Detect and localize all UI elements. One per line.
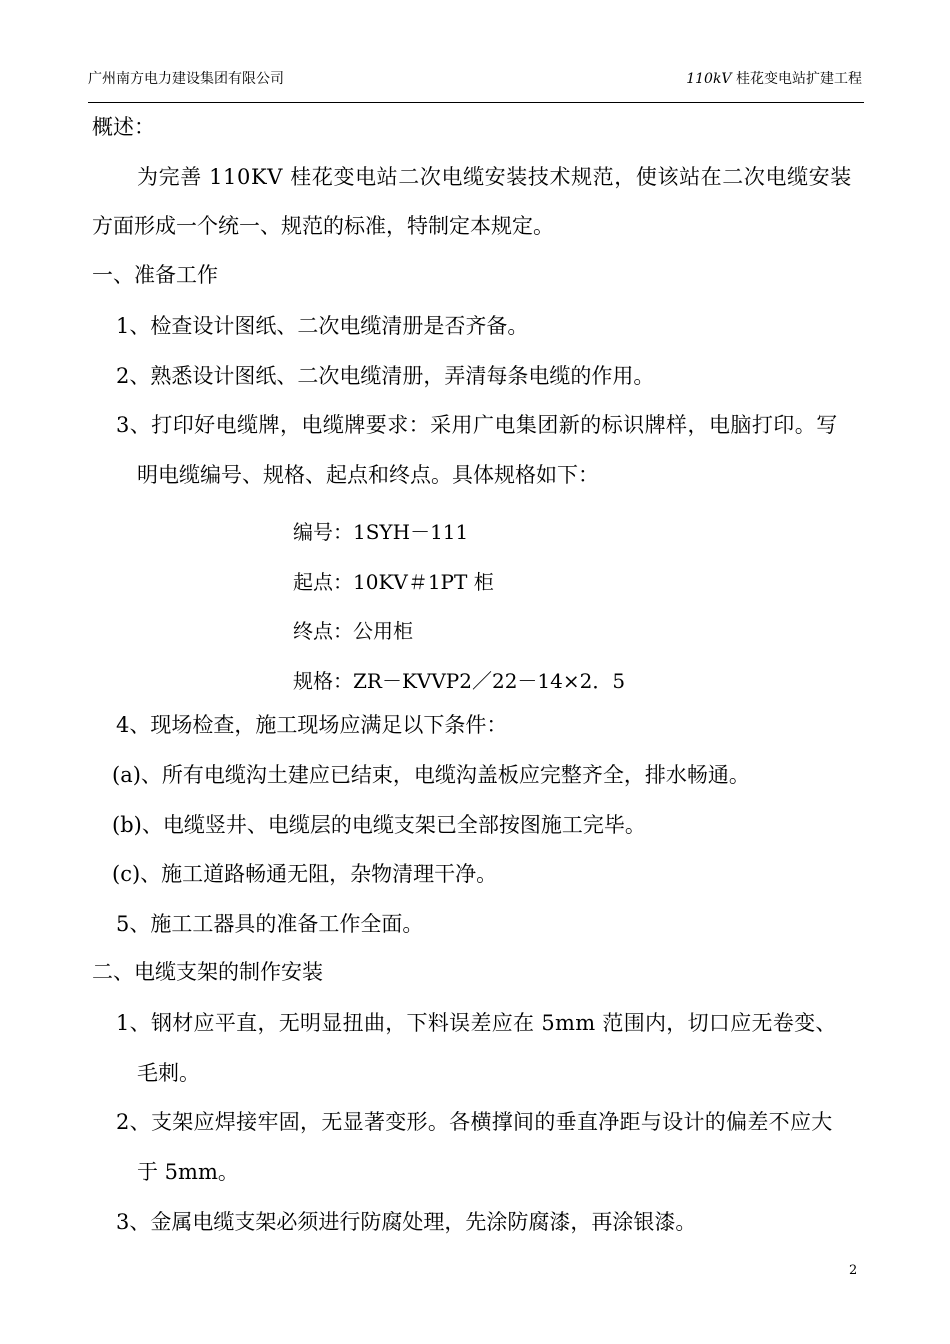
header-rule [88,102,864,103]
section-1-title: 一、准备工作 [92,263,218,287]
s2-item-2-line-1: 2、支架应焊接牢固，无显著变形。各横撑间的垂直净距与设计的偏差不应大 [116,1110,833,1134]
item-4a: (a)、所有电缆沟土建应已结束，电缆沟盖板应完整齐全，排水畅通。 [112,763,750,787]
s2-item-1-line-2: 毛刺。 [137,1061,200,1085]
item-4c: (c)、施工道路畅通无阻，杂物清理干净。 [112,862,498,886]
spec-number: 编号：1SYH－111 [293,520,469,544]
overview-line-1: 为完善 110KV 桂花变电站二次电缆安装技术规范，使该站在二次电缆安装 [137,165,852,189]
spec-end: 终点：公用柜 [293,619,413,643]
s2-item-2-line-2: 于 5mm。 [137,1160,239,1184]
spec-spec: 规格：ZR－KVVP2／22－14×2．5 [293,669,626,693]
page-number: 2 [849,1263,858,1278]
header-project-name: 桂花变电站扩建工程 [731,71,862,87]
overview-line-2: 方面形成一个统一、规范的标准，特制定本规定。 [92,214,554,238]
section-2-title: 二、电缆支架的制作安装 [92,960,323,984]
s2-item-1-line-1: 1、钢材应平直，无明显扭曲，下料误差应在 5mm 范围内，切口应无卷变、 [116,1011,837,1035]
spec-start: 起点：10KV＃1PT 柜 [293,570,494,594]
item-4: 4、现场检查，施工现场应满足以下条件： [116,713,508,737]
s2-item-3: 3、金属电缆支架必须进行防腐处理，先涂防腐漆，再涂银漆。 [116,1210,697,1234]
item-2: 2、熟悉设计图纸、二次电缆清册，弄清每条电缆的作用。 [116,364,655,388]
item-5: 5、施工工器具的准备工作全面。 [116,912,424,936]
item-1: 1、检查设计图纸、二次电缆清册是否齐备。 [116,314,529,338]
item-3-line-2: 明电缆编号、规格、起点和终点。具体规格如下： [137,463,599,487]
item-4b: (b)、电缆竖井、电缆层的电缆支架已全部按图施工完毕。 [112,813,646,837]
header-voltage: 110kV [686,71,732,87]
header-project [686,68,862,88]
overview-title: 概述： [92,115,155,139]
item-3-line-1: 3、打印好电缆牌，电缆牌要求：采用广电集团新的标识牌样，电脑打印。写 [116,413,838,437]
header-company: 广州南方电力建设集团有限公司 [88,71,284,87]
